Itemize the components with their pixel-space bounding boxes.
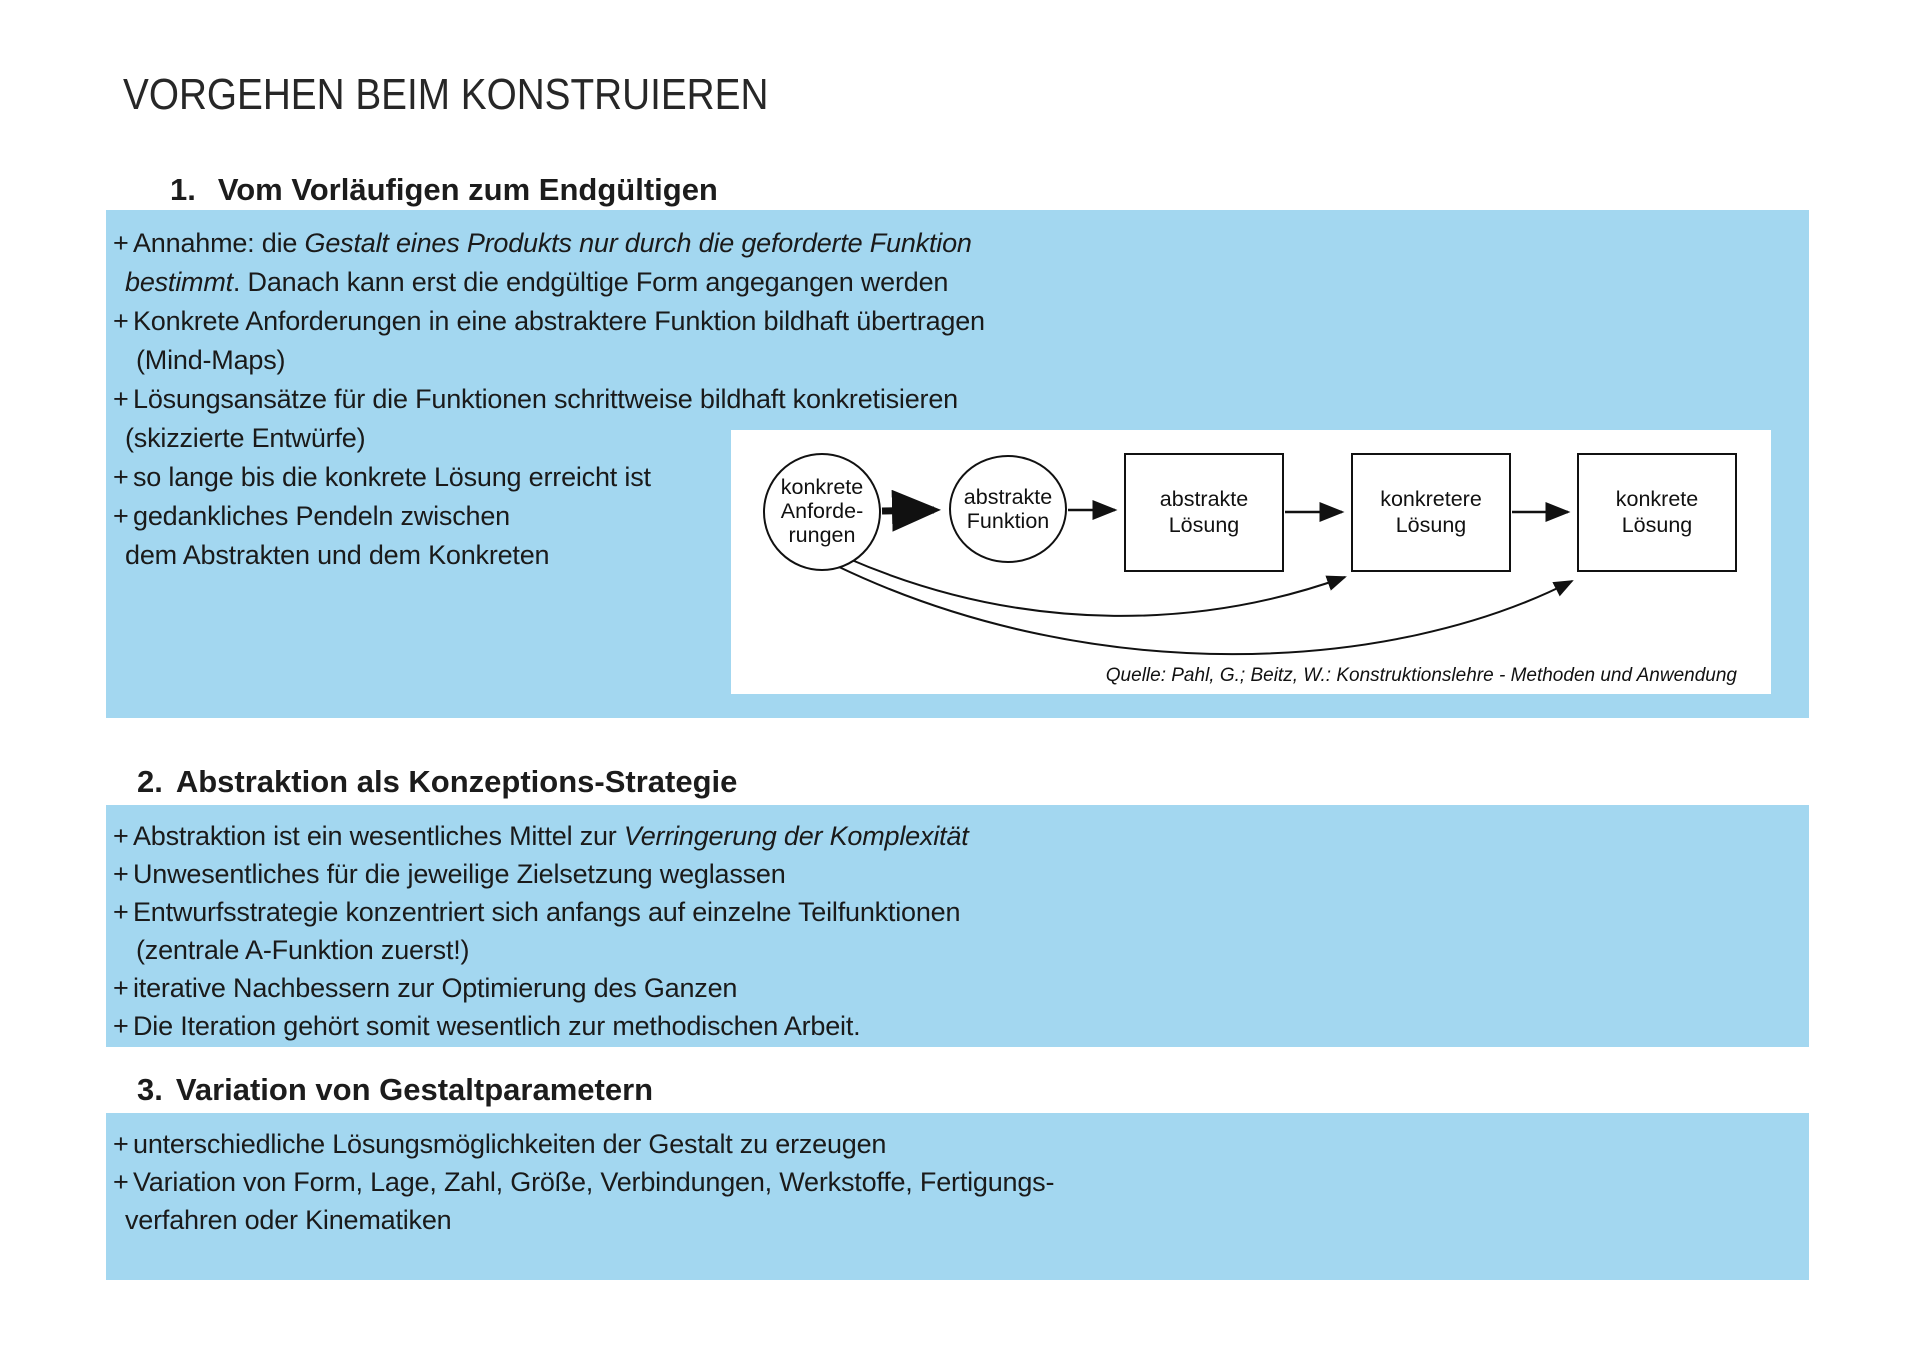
plus-marker: + — [113, 384, 129, 414]
bullet-line — [106, 817, 1809, 855]
line-text-italic: bestimmt — [125, 267, 233, 297]
line-text: Lösungsansätze für die Funktionen schrittweise bildhaft konkretisieren — [133, 384, 958, 414]
plus-marker: + — [113, 821, 129, 851]
section-1-heading — [170, 170, 718, 210]
plus-marker: + — [113, 1167, 129, 1197]
line-text: Unwesentliches für die jeweilige Zielsetzung weglassen — [133, 859, 786, 889]
line-text: Variation von Form, Lage, Zahl, Größe, Verbindungen, Werkstoffe, Fertigungs- — [133, 1167, 1055, 1197]
plus-marker: + — [113, 228, 129, 258]
node-label: rungen — [788, 523, 856, 547]
line-text: Die Iteration gehört somit wesentlich zur methodischen Arbeit. — [133, 1011, 861, 1041]
page-title: VORGEHEN BEIM KONSTRUIEREN — [123, 70, 769, 119]
node-label: Lösung — [1621, 513, 1693, 537]
line-text: iterative Nachbessern zur Optimierung des Ganzen — [133, 973, 738, 1003]
node-label: Lösung — [1395, 513, 1467, 537]
plus-marker: + — [113, 1011, 129, 1041]
section-2-heading — [137, 762, 737, 802]
section-2-title: Abstraktion als Konzeptions-Strategie — [175, 764, 738, 799]
plus-marker: + — [113, 1129, 129, 1159]
line-text: dem Abstrakten und dem Konkreten — [125, 540, 550, 570]
bullet-line — [106, 380, 1809, 419]
node-label: Lösung — [1168, 513, 1240, 537]
line-text: unterschiedliche Lösungsmöglichkeiten der Gestalt zu erzeugen — [133, 1129, 887, 1159]
bullet-line — [106, 1125, 1809, 1163]
plus-marker: + — [113, 973, 129, 1003]
section-2-panel — [106, 805, 1809, 1047]
section-1-title: Vom Vorläufigen zum Endgültigen — [217, 172, 718, 207]
bullet-line — [106, 893, 1809, 931]
section-3-panel — [106, 1113, 1809, 1280]
bullet-line — [106, 969, 1809, 1007]
node-label: abstrakte — [1159, 487, 1249, 511]
line-text: Annahme: die — [133, 228, 305, 258]
line-text: Konkrete Anforderungen in eine abstraktere Funktion bildhaft übertragen — [133, 306, 985, 336]
process-diagram-svg — [731, 430, 1771, 694]
line-text: Entwurfsstrategie konzentriert sich anfangs auf einzelne Teilfunktionen — [133, 897, 961, 927]
section-3-title: Variation von Gestaltparametern — [175, 1072, 654, 1107]
continuation-line — [106, 931, 1809, 969]
figure-source-citation: Quelle: Pahl, G.; Beitz, W.: Konstruktionslehre - Methoden und Anwendung — [1105, 665, 1737, 686]
bullet-line — [106, 855, 1809, 893]
plus-marker: + — [113, 306, 129, 336]
node-label: Funktion — [966, 509, 1050, 533]
line-text: so lange bis die konkrete Lösung erreicht ist — [133, 462, 651, 492]
bullet-line — [106, 302, 1809, 341]
line-text-italic: Gestalt eines Produkts nur durch die geforderte Funktion — [304, 228, 972, 258]
line-text: . Danach kann erst die endgültige Form angegangen werden — [232, 267, 949, 297]
bullet-line — [106, 1007, 1809, 1045]
line-text: verfahren oder Kinematiken — [125, 1205, 452, 1235]
bold-arrow — [882, 510, 934, 511]
line-text: (zentrale A-Funktion zuerst!) — [136, 935, 470, 965]
line-text-italic: Verringerung der Komplexität — [623, 821, 969, 851]
line-text: (Mind-Maps) — [136, 345, 286, 375]
line-text: (skizzierte Entwürfe) — [125, 423, 366, 453]
continuation-line — [106, 263, 1809, 302]
continuation-line — [106, 341, 1809, 380]
bullet-line — [106, 224, 1809, 263]
plus-marker: + — [113, 897, 129, 927]
line-text: Abstraktion ist ein wesentliches Mittel zur — [133, 821, 624, 851]
section-3-number: 3. — [137, 1072, 163, 1107]
section-1-number: 1. — [170, 172, 196, 207]
plus-marker: + — [113, 859, 129, 889]
process-diagram — [731, 430, 1771, 694]
node-label: Anforde- — [780, 499, 864, 523]
bullet-line — [106, 1163, 1809, 1201]
node-label: abstrakte — [963, 485, 1053, 509]
section-3-heading — [137, 1070, 653, 1110]
node-label: konkretere — [1380, 487, 1482, 511]
plus-marker: + — [113, 462, 129, 492]
continuation-line — [106, 1201, 1809, 1239]
plus-marker: + — [113, 501, 129, 531]
node-label: konkrete — [1615, 487, 1699, 511]
section-2-number: 2. — [137, 764, 163, 799]
line-text: gedankliches Pendeln zwischen — [133, 501, 510, 531]
node-label: konkrete — [780, 475, 864, 499]
